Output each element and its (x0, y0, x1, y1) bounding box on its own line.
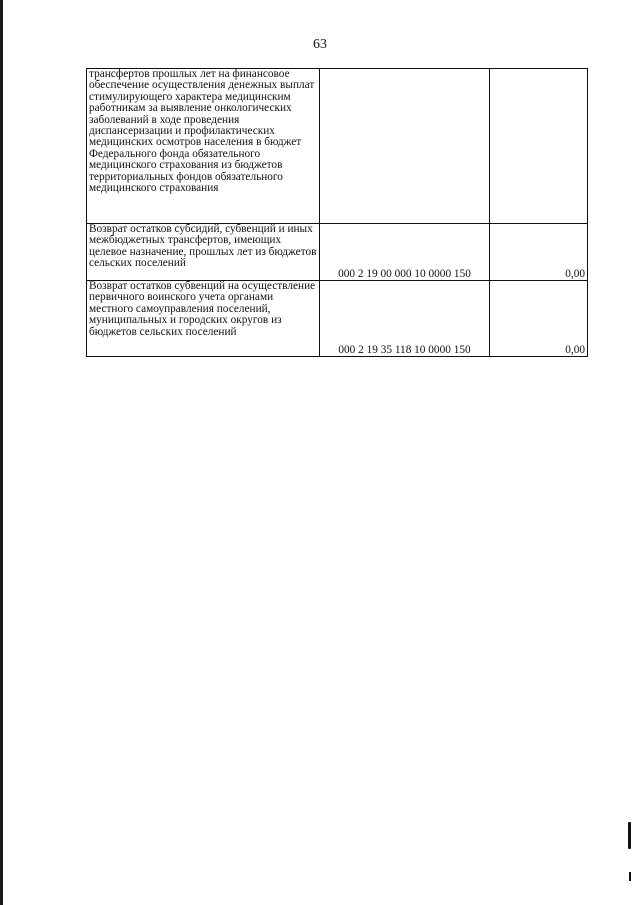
scan-mark (629, 872, 631, 881)
row-amount (490, 69, 588, 224)
table-row (87, 281, 588, 357)
table-row (87, 69, 588, 224)
row-code: 000 2 19 35 118 10 0000 150 (320, 281, 490, 357)
page-left-edge (0, 0, 3, 905)
table-row (87, 224, 588, 281)
budget-table (86, 68, 588, 357)
row-name: Возврат остатков субвенций на осуществление первичного воинского учета органами местного самоуправления поселений, муниципальных и городских округов из бюджетов сельских поселений (87, 281, 320, 357)
scan-mark (628, 822, 631, 849)
row-code (320, 69, 490, 224)
row-code: 000 2 19 00 000 10 0000 150 (320, 224, 490, 281)
row-amount: 0,00 (490, 224, 588, 281)
page-number: 63 (313, 37, 327, 52)
row-name: Возврат остатков субсидий, субвенций и иных межбюджетных трансфертов, имеющих целевое назначение, прошлых лет из бюджетов сельских поселений (87, 224, 320, 281)
row-amount: 0,00 (490, 281, 588, 357)
row-name: трансфертов прошлых лет на финансовое обеспечение осуществления денежных выплат стимулирующего характера медицинским работникам за выявление онкологических заболеваний в ходе проведения диспансеризации и профилактических медицинских осмотров населения в бюджет Федерального фонда обязательного медицинского страхования из бюджетов территориальных фондов обязательного медицинского страхования (87, 69, 320, 224)
